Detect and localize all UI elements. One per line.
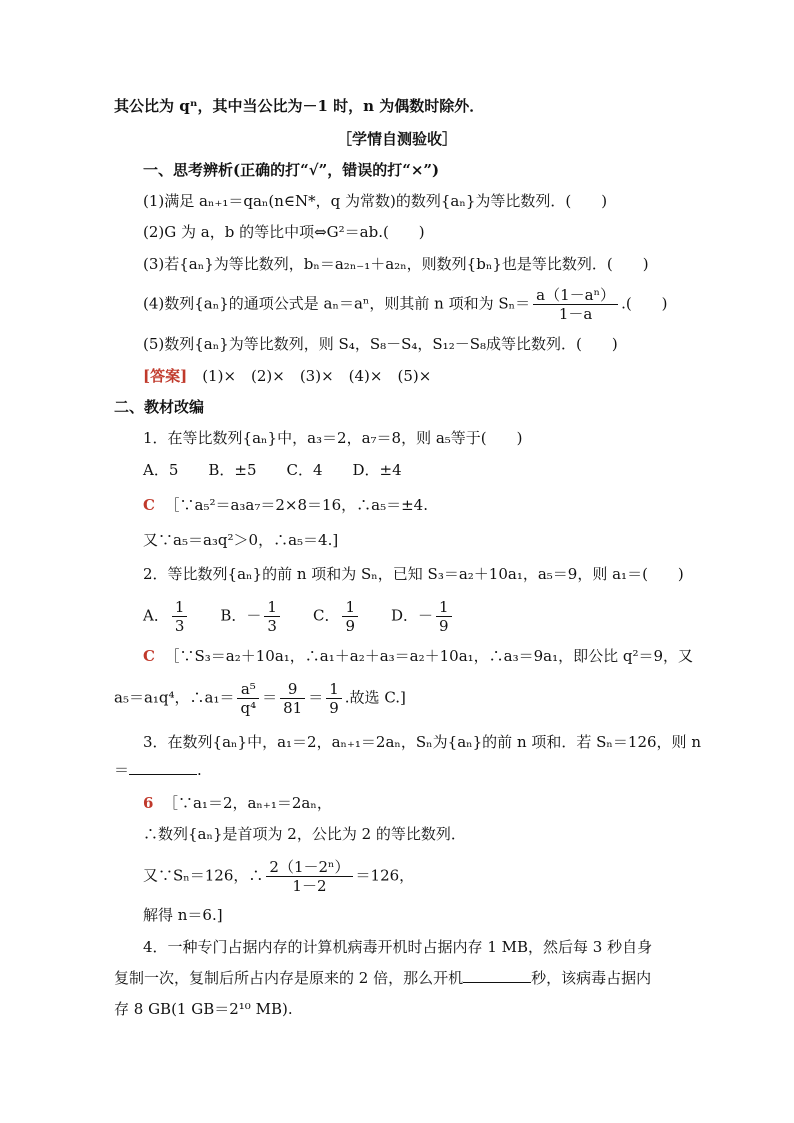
solution-2-fraction-1 [237,680,259,717]
text-line-1: 其公比为 qⁿ，其中当公比为－1 时，n 为偶数时除外． [114,97,485,115]
option-c-label: C． [282,606,340,625]
solution-3 [143,793,332,813]
question-4 [143,286,668,323]
option-a-label: A． [143,606,169,625]
fraction-denominator: 9 [329,699,339,717]
fraction-numerator: 1 [264,598,280,617]
problem-3-cont [114,760,202,780]
problem-2: 2．等比数列{aₙ}的前 n 项和为 Sₙ，已知 S₃＝a₂＋10a₁，a₅＝9，则 a₁＝( ) [143,565,684,583]
fraction-numerator: 1 [436,598,452,617]
solution-2-answer: C [143,647,155,665]
fraction-numerator: 1 [326,680,342,699]
problem-4-cont [114,968,651,988]
question-1: (1)满足 aₙ₊₁＝qaₙ(n∈N*，q 为常数)的数列{aₙ}为等比数列．( ) [143,192,608,210]
section-title-1: 一、思考辨析(正确的打“√”，错误的打“×”) [143,161,440,179]
fraction-numerator: 1 [342,598,358,617]
solution-3-answer: 6 [143,794,154,812]
solution-2-text: ［∵S₃＝a₂＋10a₁，∴a₁＋a₂＋a₃＝a₂＋10a₁，∴a₃＝9a₁，即公比 q²＝9，又 [164,647,694,665]
fraction-denominator: 9 [345,617,355,635]
answer-text: (1)× (2)× (3)× (4)× (5)× [187,367,432,385]
question-4-text: (4)数列{aₙ}的通项公式是 aₙ＝aⁿ，则其前 n 项和为 Sₙ＝ [143,294,531,313]
solution-3-line-2: ∴数列{aₙ}是首项为 2，公比为 2 的等比数列． [143,825,466,843]
solution-1-text: ［∵a₅²＝a₃a₇＝2×8＝16，∴a₅＝±4. [164,496,428,514]
answer-line [143,366,431,386]
option-b-fraction [264,598,280,635]
equals-sign: ＝ [262,688,278,707]
solution-3-line-4: 解得 n＝6.] [143,906,223,924]
solution-2 [143,646,693,666]
question-5: (5)数列{aₙ}为等比数列，则 S₄，S₈－S₄，S₁₂－S₈成等比数列．( ) [143,335,618,353]
answer-tag: [答案] [143,367,188,385]
solution-2-conclusion: .故选 C.] [344,688,406,707]
answer-blank [129,760,197,775]
solution-2-fraction-3 [326,680,342,717]
solution-3-line-3 [143,858,414,895]
fraction-numerator: 2（1－2ⁿ） [266,858,352,877]
fraction-numerator: 9 [280,680,305,699]
fraction-numerator: 1 [172,598,188,617]
question-3: (3)若{aₙ}为等比数列，bₙ＝a₂ₙ₋₁＋a₂ₙ，则数列{bₙ}也是等比数列．( ) [143,255,649,273]
problem-4-tail: 秒，该病毒占据内 [531,969,652,987]
fraction-denominator: 3 [267,617,277,635]
problem-4-end: 存 8 GB(1 GB＝2¹⁰ MB). [114,1000,293,1018]
problem-1-options: A．5 B．±5 C．4 D．±4 [143,461,402,479]
solution-2-cont [114,680,406,717]
fraction-denominator: 1－a [558,305,593,323]
problem-3: 3．在数列{aₙ}中，a₁＝2，aₙ₊₁＝2aₙ，Sₙ为{aₙ}的前 n 项和．若 Sₙ＝126，则 n [143,733,701,751]
solution-1-cont: 又∵a₅＝a₃q²＞0，∴a₅＝4.] [143,531,339,549]
equals-sign: ＝ [308,688,324,707]
fraction-numerator: a⁵ [237,680,259,699]
option-b-label: B．－ [190,606,262,625]
solution-2-fraction-2 [280,680,305,717]
fraction-denominator: 1－2 [292,877,327,895]
option-d-label: D．－ [361,606,434,625]
solution-3-fraction [266,858,352,895]
solution-3-line-3-tail: ＝126， [355,866,415,885]
fraction-denominator: q⁴ [240,699,257,717]
option-c-fraction [342,598,358,635]
solution-3-text: ［∵a₁＝2，aₙ₊₁＝2aₙ， [162,794,332,812]
section-heading: ［学情自测验收］ [336,130,457,148]
fraction-denominator: 9 [439,617,449,635]
option-a-fraction [172,598,188,635]
problem-2-options [143,598,455,635]
solution-3-line-3-text: 又∵Sₙ＝126，∴ [143,866,264,885]
problem-3-period: . [197,761,202,779]
problem-4: 4．一种专门占据内存的计算机病毒开机时占据内存 1 MB，然后每 3 秒自身 [143,938,653,956]
fraction-numerator: a（1－aⁿ） [533,286,618,305]
solution-1-answer: C [143,496,155,514]
problem-1: 1．在等比数列{aₙ}中，a₃＝2，a₇＝8，则 a₅等于( ) [143,429,523,447]
solution-2-cont-text: a₅＝a₁q⁴，∴a₁＝ [114,688,235,707]
solution-1 [143,495,428,515]
fraction-denominator: 81 [283,699,303,717]
problem-4-text: 复制一次，复制后所占内存是原来的 2 倍，那么开机 [114,969,464,987]
fraction-denominator: 3 [174,617,185,635]
section-title-2: 二、教材改编 [114,398,205,416]
question-4-fraction [533,286,618,323]
question-2: (2)G 为 a，b 的等比中项⇔G²＝ab.( ) [143,223,425,241]
option-d-fraction [436,598,452,635]
answer-blank [463,968,531,983]
question-4-tail: .( ) [621,294,668,313]
problem-3-equals: ＝ [114,761,130,779]
